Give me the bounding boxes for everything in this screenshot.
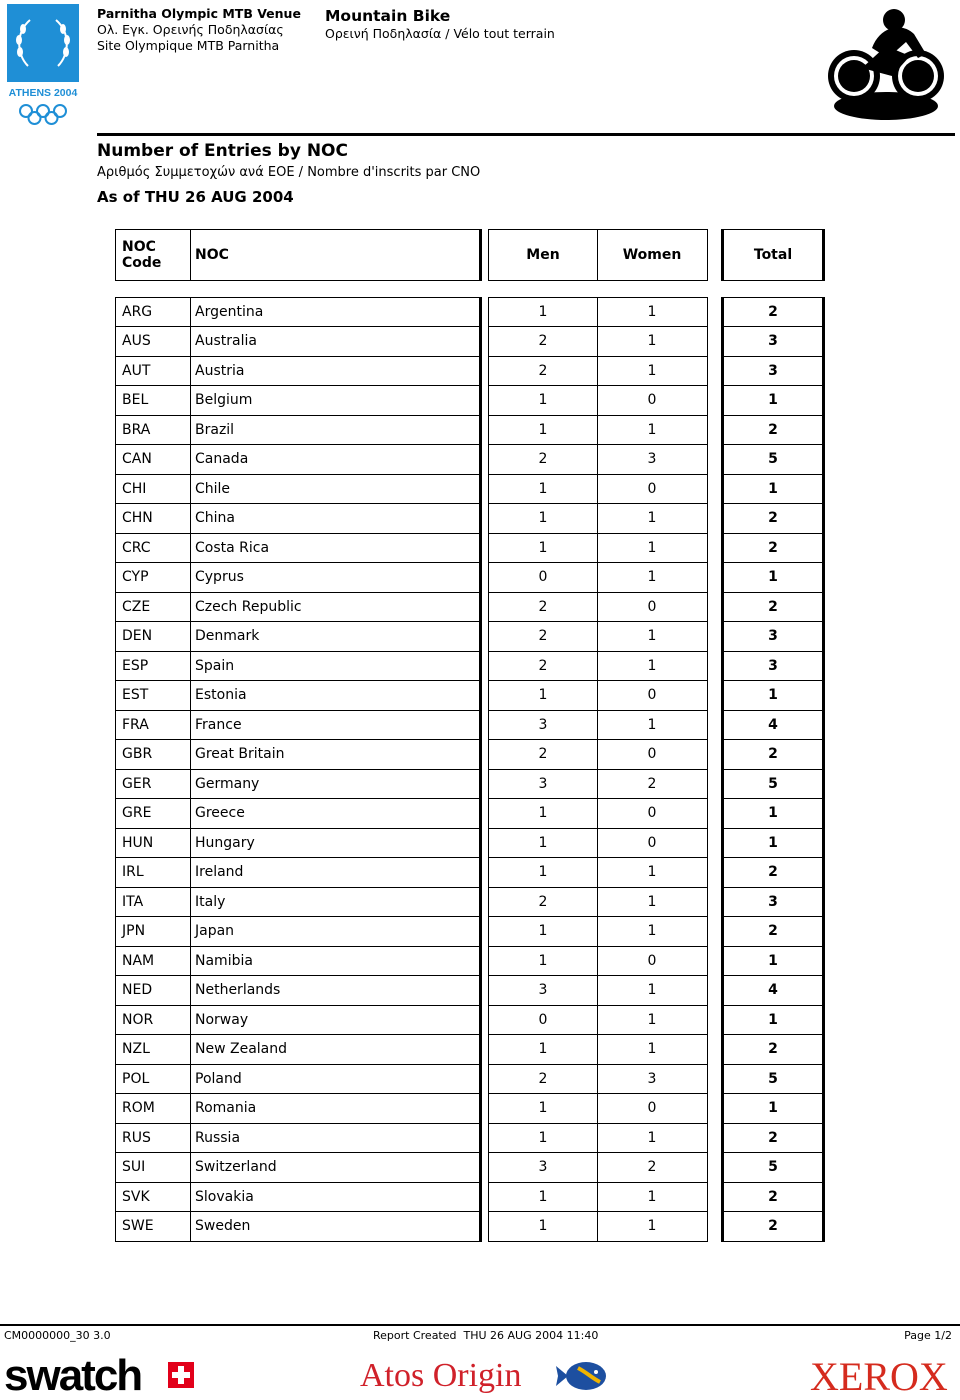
- total-count-cell: 4: [721, 976, 825, 1006]
- noc-code-cell: CRC: [115, 533, 191, 563]
- logo-text: ATHENS 2004: [8, 87, 78, 99]
- total-count-cell: 2: [721, 917, 825, 947]
- noc-code-cell: POL: [115, 1064, 191, 1094]
- noc-code-cell: GBR: [115, 740, 191, 770]
- noc-code-cell: GER: [115, 769, 191, 799]
- table-row: [0, 1182, 960, 1212]
- total-count-cell: 5: [721, 1064, 825, 1094]
- header-noc: NOC: [190, 229, 482, 281]
- noc-code-cell: CYP: [115, 563, 191, 593]
- table-row: [0, 887, 960, 917]
- women-count-cell: 2: [597, 769, 708, 799]
- noc-name-cell: Italy: [190, 887, 482, 917]
- table-row: [0, 651, 960, 681]
- men-count-cell: 1: [488, 1212, 598, 1242]
- noc-name-cell: New Zealand: [190, 1035, 482, 1065]
- noc-code-cell: ARG: [115, 297, 191, 327]
- total-count-cell: 1: [721, 828, 825, 858]
- men-count-cell: 2: [488, 651, 598, 681]
- men-count-cell: 1: [488, 917, 598, 947]
- women-count-cell: 1: [597, 651, 708, 681]
- noc-name-cell: Romania: [190, 1094, 482, 1124]
- women-count-cell: 1: [597, 356, 708, 386]
- total-count-cell: 2: [721, 297, 825, 327]
- noc-name-cell: France: [190, 710, 482, 740]
- noc-code-cell: CAN: [115, 445, 191, 475]
- table-row: [0, 828, 960, 858]
- noc-code-cell: HUN: [115, 828, 191, 858]
- total-count-cell: 2: [721, 1035, 825, 1065]
- noc-name-cell: Costa Rica: [190, 533, 482, 563]
- women-count-cell: 3: [597, 1064, 708, 1094]
- noc-code-cell: AUS: [115, 327, 191, 357]
- women-count-cell: 0: [597, 740, 708, 770]
- noc-name-cell: Spain: [190, 651, 482, 681]
- atos-origin-logo: [360, 1352, 610, 1396]
- women-count-cell: 1: [597, 1035, 708, 1065]
- total-count-cell: 2: [721, 592, 825, 622]
- table-header: [0, 229, 960, 281]
- men-count-cell: 1: [488, 946, 598, 976]
- total-count-cell: 2: [721, 1182, 825, 1212]
- men-count-cell: 2: [488, 740, 598, 770]
- total-count-cell: 2: [721, 533, 825, 563]
- noc-code-cell: BEL: [115, 386, 191, 416]
- noc-code-cell: CZE: [115, 592, 191, 622]
- table-row: [0, 533, 960, 563]
- noc-code-cell: NZL: [115, 1035, 191, 1065]
- noc-name-cell: Hungary: [190, 828, 482, 858]
- noc-code-cell: GRE: [115, 799, 191, 829]
- noc-name-cell: Chile: [190, 474, 482, 504]
- total-count-cell: 1: [721, 386, 825, 416]
- men-count-cell: 0: [488, 563, 598, 593]
- header-noc-code-line2: Code: [122, 255, 162, 271]
- header-divider: [97, 133, 955, 136]
- men-count-cell: 2: [488, 327, 598, 357]
- noc-code-cell: RUS: [115, 1123, 191, 1153]
- noc-name-cell: Greece: [190, 799, 482, 829]
- noc-code-cell: ROM: [115, 1094, 191, 1124]
- noc-name-cell: Russia: [190, 1123, 482, 1153]
- table-row: [0, 1123, 960, 1153]
- noc-code-cell: BRA: [115, 415, 191, 445]
- noc-name-cell: Argentina: [190, 297, 482, 327]
- athens-2004-logo: [6, 4, 80, 128]
- noc-name-cell: Great Britain: [190, 740, 482, 770]
- swatch-logo-text: swatch: [4, 1352, 142, 1396]
- header-men: Men: [488, 229, 598, 281]
- women-count-cell: 1: [597, 415, 708, 445]
- total-count-cell: 3: [721, 651, 825, 681]
- table-row: [0, 622, 960, 652]
- noc-code-cell: NAM: [115, 946, 191, 976]
- noc-name-cell: Japan: [190, 917, 482, 947]
- women-count-cell: 1: [597, 1123, 708, 1153]
- men-count-cell: 1: [488, 297, 598, 327]
- swatch-logo: [4, 1352, 194, 1396]
- noc-code-cell: SUI: [115, 1153, 191, 1183]
- total-count-cell: 2: [721, 740, 825, 770]
- header-noc-code-line1: NOC: [122, 239, 156, 255]
- noc-code-cell: EST: [115, 681, 191, 711]
- women-count-cell: 0: [597, 1094, 708, 1124]
- table-row: [0, 1094, 960, 1124]
- table-row: [0, 474, 960, 504]
- total-count-cell: 1: [721, 474, 825, 504]
- women-count-cell: 1: [597, 858, 708, 888]
- total-count-cell: 3: [721, 622, 825, 652]
- men-count-cell: 1: [488, 681, 598, 711]
- men-count-cell: 1: [488, 415, 598, 445]
- report-title-block: [97, 140, 480, 210]
- table-row: [0, 710, 960, 740]
- noc-name-cell: Estonia: [190, 681, 482, 711]
- total-count-cell: 3: [721, 887, 825, 917]
- total-count-cell: 4: [721, 710, 825, 740]
- table-row: [0, 563, 960, 593]
- table-row: [0, 740, 960, 770]
- sport-block: [325, 6, 555, 42]
- noc-name-cell: Norway: [190, 1005, 482, 1035]
- table-row: [0, 858, 960, 888]
- men-count-cell: 1: [488, 828, 598, 858]
- footer-created-value: THU 26 AUG 2004 11:40: [463, 1329, 599, 1342]
- men-count-cell: 3: [488, 769, 598, 799]
- women-count-cell: 1: [597, 917, 708, 947]
- table-row: [0, 976, 960, 1006]
- women-count-cell: 0: [597, 592, 708, 622]
- women-count-cell: 1: [597, 1212, 708, 1242]
- table-row: [0, 769, 960, 799]
- sport-title: Mountain Bike: [325, 7, 451, 25]
- men-count-cell: 0: [488, 1005, 598, 1035]
- noc-name-cell: Poland: [190, 1064, 482, 1094]
- men-count-cell: 1: [488, 858, 598, 888]
- venue-name-greek: Ολ. Εγκ. Ορεινής Ποδηλασίας: [97, 22, 284, 37]
- total-count-cell: 1: [721, 681, 825, 711]
- noc-name-cell: Denmark: [190, 622, 482, 652]
- table-row: [0, 504, 960, 534]
- total-count-cell: 5: [721, 445, 825, 475]
- men-count-cell: 2: [488, 887, 598, 917]
- total-count-cell: 2: [721, 415, 825, 445]
- table-row: [0, 799, 960, 829]
- table-row: [0, 1212, 960, 1242]
- report-date: As of THU 26 AUG 2004: [97, 188, 294, 206]
- table-row: [0, 386, 960, 416]
- total-count-cell: 1: [721, 946, 825, 976]
- noc-name-cell: Canada: [190, 445, 482, 475]
- total-count-cell: 1: [721, 1005, 825, 1035]
- women-count-cell: 1: [597, 976, 708, 1006]
- men-count-cell: 1: [488, 799, 598, 829]
- men-count-cell: 1: [488, 1123, 598, 1153]
- noc-code-cell: JPN: [115, 917, 191, 947]
- total-count-cell: 5: [721, 1153, 825, 1183]
- noc-name-cell: Netherlands: [190, 976, 482, 1006]
- men-count-cell: 2: [488, 1064, 598, 1094]
- sport-subtitle: Ορεινή Ποδηλασία / Vélo tout terrain: [325, 26, 555, 41]
- women-count-cell: 1: [597, 1005, 708, 1035]
- women-count-cell: 0: [597, 799, 708, 829]
- table-row: [0, 1064, 960, 1094]
- footer-divider: [0, 1324, 960, 1326]
- men-count-cell: 1: [488, 1094, 598, 1124]
- men-count-cell: 1: [488, 474, 598, 504]
- noc-code-cell: CHN: [115, 504, 191, 534]
- noc-name-cell: Switzerland: [190, 1153, 482, 1183]
- total-count-cell: 1: [721, 563, 825, 593]
- total-count-cell: 2: [721, 1212, 825, 1242]
- header-women: Women: [597, 229, 708, 281]
- noc-name-cell: Brazil: [190, 415, 482, 445]
- header-total: Total: [721, 229, 825, 281]
- report-title: Number of Entries by NOC: [97, 141, 348, 161]
- footer-page: Page 1/2: [904, 1329, 952, 1342]
- xerox-logo: [810, 1352, 956, 1396]
- noc-name-cell: Czech Republic: [190, 592, 482, 622]
- noc-name-cell: Namibia: [190, 946, 482, 976]
- men-count-cell: 1: [488, 504, 598, 534]
- men-count-cell: 2: [488, 445, 598, 475]
- women-count-cell: 0: [597, 474, 708, 504]
- women-count-cell: 1: [597, 504, 708, 534]
- men-count-cell: 3: [488, 1153, 598, 1183]
- noc-name-cell: Sweden: [190, 1212, 482, 1242]
- footer-created: [373, 1329, 598, 1342]
- venue-name-french: Site Olympique MTB Parnitha: [97, 38, 280, 53]
- total-count-cell: 1: [721, 799, 825, 829]
- noc-code-cell: SWE: [115, 1212, 191, 1242]
- women-count-cell: 0: [597, 681, 708, 711]
- noc-code-cell: AUT: [115, 356, 191, 386]
- total-count-cell: 3: [721, 356, 825, 386]
- atos-logo-text: Atos Origin: [360, 1357, 522, 1394]
- noc-code-cell: ESP: [115, 651, 191, 681]
- table-row: [0, 681, 960, 711]
- women-count-cell: 1: [597, 710, 708, 740]
- women-count-cell: 0: [597, 386, 708, 416]
- women-count-cell: 1: [597, 533, 708, 563]
- header-noc-code: [115, 229, 191, 281]
- noc-name-cell: China: [190, 504, 482, 534]
- women-count-cell: 0: [597, 946, 708, 976]
- noc-name-cell: Ireland: [190, 858, 482, 888]
- venue-name: Parnitha Olympic MTB Venue: [97, 6, 301, 21]
- total-count-cell: 3: [721, 327, 825, 357]
- total-count-cell: 5: [721, 769, 825, 799]
- total-count-cell: 2: [721, 858, 825, 888]
- noc-code-cell: NED: [115, 976, 191, 1006]
- footer-doc-code: CM0000000_30 3.0: [4, 1329, 111, 1342]
- noc-code-cell: NOR: [115, 1005, 191, 1035]
- men-count-cell: 3: [488, 976, 598, 1006]
- noc-code-cell: DEN: [115, 622, 191, 652]
- table-row: [0, 415, 960, 445]
- men-count-cell: 1: [488, 1035, 598, 1065]
- women-count-cell: 2: [597, 1153, 708, 1183]
- noc-name-cell: Austria: [190, 356, 482, 386]
- footer-created-label: Report Created: [373, 1329, 457, 1342]
- table-row: [0, 592, 960, 622]
- venue-block: [97, 6, 301, 54]
- table-row: [0, 1153, 960, 1183]
- women-count-cell: 1: [597, 563, 708, 593]
- women-count-cell: 0: [597, 828, 708, 858]
- table-row: [0, 356, 960, 386]
- women-count-cell: 3: [597, 445, 708, 475]
- table-row: [0, 327, 960, 357]
- women-count-cell: 1: [597, 1182, 708, 1212]
- men-count-cell: 2: [488, 592, 598, 622]
- noc-code-cell: SVK: [115, 1182, 191, 1212]
- noc-name-cell: Australia: [190, 327, 482, 357]
- table-row: [0, 1005, 960, 1035]
- noc-name-cell: Germany: [190, 769, 482, 799]
- report-subtitle: Αριθμός Συμμετοχών ανά ΕΟΕ / Nombre d'inscrits par CNO: [97, 165, 481, 180]
- women-count-cell: 1: [597, 297, 708, 327]
- table-row: [0, 917, 960, 947]
- table-row: [0, 445, 960, 475]
- men-count-cell: 1: [488, 1182, 598, 1212]
- total-count-cell: 2: [721, 504, 825, 534]
- men-count-cell: 3: [488, 710, 598, 740]
- men-count-cell: 2: [488, 356, 598, 386]
- noc-name-cell: Slovakia: [190, 1182, 482, 1212]
- table-row: [0, 1035, 960, 1065]
- noc-name-cell: Belgium: [190, 386, 482, 416]
- mountain-bike-pictogram: [822, 6, 950, 120]
- noc-code-cell: IRL: [115, 858, 191, 888]
- xerox-logo-text: XEROX: [810, 1354, 948, 1396]
- table-row: [0, 297, 960, 327]
- men-count-cell: 2: [488, 622, 598, 652]
- women-count-cell: 1: [597, 887, 708, 917]
- table-row: [0, 946, 960, 976]
- men-count-cell: 1: [488, 533, 598, 563]
- men-count-cell: 1: [488, 386, 598, 416]
- noc-code-cell: CHI: [115, 474, 191, 504]
- noc-name-cell: Cyprus: [190, 563, 482, 593]
- total-count-cell: 1: [721, 1094, 825, 1124]
- women-count-cell: 1: [597, 622, 708, 652]
- women-count-cell: 1: [597, 327, 708, 357]
- noc-code-cell: FRA: [115, 710, 191, 740]
- noc-code-cell: ITA: [115, 887, 191, 917]
- total-count-cell: 2: [721, 1123, 825, 1153]
